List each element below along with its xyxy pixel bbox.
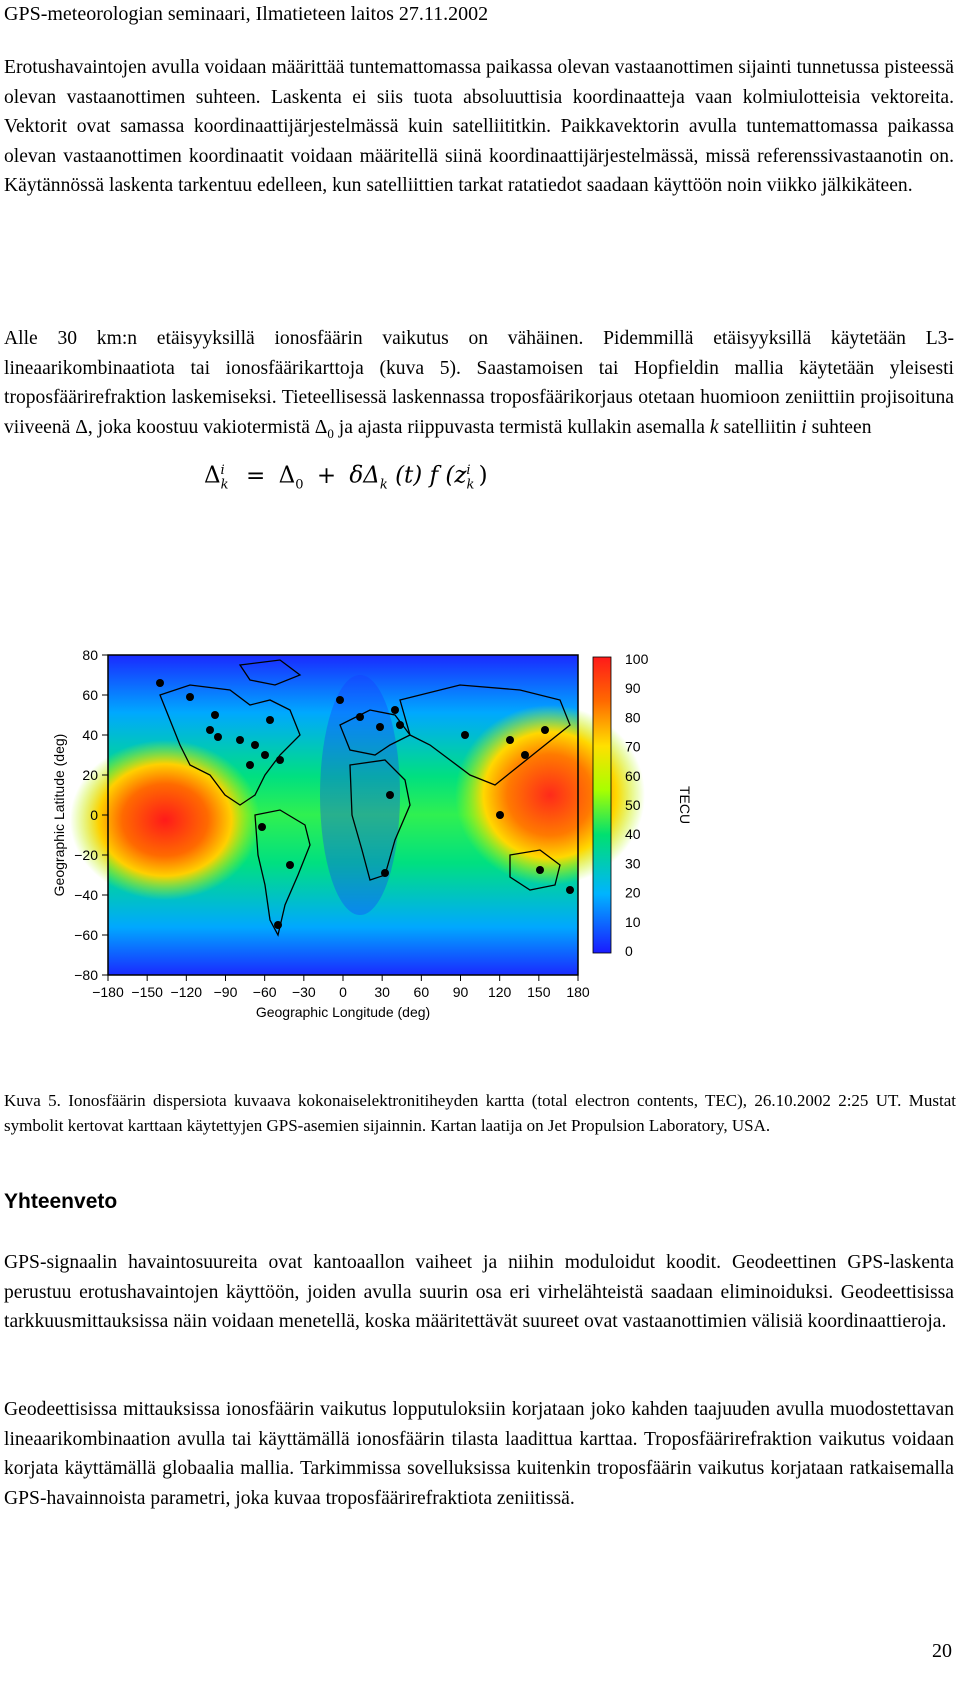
troposphere-formula: [204, 456, 488, 500]
colorbar-tick-label: 40: [625, 826, 641, 843]
colorbar-tick-label: 10: [625, 913, 641, 930]
gps-station-marker: [496, 811, 504, 819]
formula-close: ): [478, 462, 488, 489]
x-tick-label: 180: [566, 984, 590, 1000]
formula-i-2: i: [466, 463, 471, 478]
gps-station-marker: [246, 761, 254, 769]
gps-station-marker: [276, 756, 284, 764]
figure-caption: Kuva 5. Ionosfäärin dispersiota kuvaava kokonaiselektronitiheyden kartta (total electron contents, TEC), 26.10.2002 2:25 UT. Mustat symbolit kertovat karttaan käytettyjen GPS-asemien sijainnin. Kartan laatija on Jet Propulsion Laboratory, USA.: [4, 1091, 956, 1135]
y-tick-label: −60: [74, 927, 98, 943]
colorbar-tick-label: 20: [625, 884, 641, 901]
paragraph-2-text-a: Alle 30 km:n etäisyyksillä ionosfäärin vaikutus on vähäinen. Pidemmillä etäisyyksillä käytetään L3-lineaarikombinaatiota tai ionosfäärikarttoja (kuva 5). Saastamoisen tai Hopfieldin mallia käytetään yleisesti troposfäärirefraktion laskemiseksi. Tieteellisessä laskennassa troposfäärikorjaus otetaan huomioon zeniittiin projisoituna viiveenä Δ, joka koostuu vakiotermistä Δ: [4, 328, 954, 438]
gps-station-marker: [461, 731, 469, 739]
formula-i: i: [220, 463, 225, 478]
colorbar-label: TECU: [677, 785, 693, 825]
x-tick-label: −30: [291, 984, 316, 1000]
section-heading: Yhteenveto: [4, 1190, 118, 1213]
gps-station-marker: [381, 869, 389, 877]
formula-zero: 0: [295, 477, 304, 493]
gps-station-marker: [211, 711, 219, 719]
paragraph-2-text-c: satelliitin: [718, 416, 802, 438]
formula-ddelta: δΔ: [349, 462, 380, 489]
gps-station-marker: [506, 736, 514, 744]
gps-station-marker: [206, 726, 214, 734]
y-tick-label: 40: [82, 727, 98, 743]
colorbar-tick-label: 100: [625, 651, 649, 667]
paragraph-4: Geodeettisissa mittauksissa ionosfäärin vaikutus lopputuloksiin korjataan joko kahden taajuuden avulla muodostettavan lineaarikombinaation avulla tai käyttämällä ionosfäärin tilasta laadittua karttaa. Troposfäärirefraktion vaikutus voidaan korjata käyttämällä globaalia mallia. Tarkimmissa sovelluksissa kuitenkin troposfäärin vaikutus korjataan ratkaisemalla GPS-havainnoista parametri, joka kuvaa troposfäärirefraktiota zeniitissä.: [4, 1399, 954, 1509]
formula-eq: =: [246, 462, 266, 489]
paragraph-2-k: k: [709, 416, 719, 438]
gps-station-marker: [251, 741, 259, 749]
x-tick-label: −120: [170, 984, 203, 1000]
x-tick-label: −90: [213, 984, 238, 1000]
gps-station-marker: [356, 713, 364, 721]
gps-station-marker: [391, 706, 399, 714]
gps-station-marker: [258, 823, 266, 831]
gps-station-marker: [236, 736, 244, 744]
x-tick-label: 0: [339, 984, 347, 1000]
x-tick-label: −60: [252, 984, 277, 1000]
formula-k-2: k: [379, 477, 388, 493]
gps-station-marker: [566, 886, 574, 894]
gps-station-marker: [156, 679, 164, 687]
gps-station-marker: [376, 723, 384, 731]
formula-delta-0: Δ: [278, 462, 296, 489]
y-tick-label: −40: [74, 887, 98, 903]
paragraph-2-i: i: [801, 416, 807, 438]
x-tick-label: 90: [452, 984, 469, 1000]
gps-station-marker: [274, 921, 282, 929]
gps-station-marker: [541, 726, 549, 734]
paragraph-3: GPS-signaalin havaintosuureita ovat kantoaallon vaiheet ja niihin moduloidut koodit. Geodeettinen GPS-laskenta perustuu erotushavaintojen käyttöön, joiden avulla suurin osa eri virhelähteistä saadaan eliminoiduksi. Geodeettisissa tarkkuusmittauksissa näin voidaan menetellä, koska määritettävät suureet ovat vastaanottimien välisiä koordinaattieroja.: [4, 1252, 954, 1332]
page-number: 20: [932, 1640, 952, 1662]
colorbar-tick-label: 60: [625, 767, 641, 784]
gps-station-marker: [396, 721, 404, 729]
gps-station-marker: [336, 696, 344, 704]
formula-t-part: (t) f (z: [395, 462, 467, 489]
gps-station-marker: [266, 716, 274, 724]
formula-delta: Δ: [204, 462, 221, 489]
colorbar-tick-label: 90: [625, 680, 641, 697]
colorbar: [593, 657, 611, 953]
tec-map-figure: [40, 645, 770, 1065]
x-tick-label: 120: [487, 984, 512, 1000]
paragraph-2-text-b: ja ajasta riippuvasta termistä kullakin asemalla: [333, 416, 710, 438]
paragraph-2: [4, 324, 954, 448]
gps-station-marker: [186, 693, 194, 701]
gps-station-marker: [214, 733, 222, 741]
x-tick-label: 150: [527, 984, 551, 1000]
y-tick-label: 0: [90, 807, 98, 823]
gps-station-marker: [386, 791, 394, 799]
colorbar-tick-label: 70: [625, 738, 641, 755]
gps-station-marker: [286, 861, 294, 869]
y-axis-title: Geographic Latitude (deg): [51, 733, 67, 897]
x-tick-label: 30: [374, 984, 390, 1000]
x-tick-label: 60: [413, 984, 430, 1000]
x-axis-title: Geographic Longitude (deg): [255, 1004, 431, 1020]
tec-hotspot-west: [70, 740, 260, 900]
colorbar-ticks: [625, 651, 649, 959]
x-axis: [92, 975, 590, 1000]
formula-k: k: [220, 477, 229, 493]
y-tick-label: 20: [82, 767, 98, 783]
y-tick-label: 60: [82, 687, 98, 703]
gps-station-marker: [521, 751, 529, 759]
paragraph-2-sub: 0: [327, 425, 334, 441]
formula-plus: +: [316, 462, 337, 489]
colorbar-tick-label: 30: [625, 855, 641, 872]
formula-k-3: k: [466, 477, 475, 493]
y-tick-label: −80: [74, 967, 98, 983]
x-tick-label: −180: [92, 984, 124, 1000]
colorbar-tick-label: 50: [625, 797, 641, 813]
x-tick-label: −150: [131, 984, 163, 1000]
y-tick-label: 80: [82, 647, 98, 663]
colorbar-tick-label: 0: [625, 943, 633, 959]
paragraph-2-text-d: suhteen: [806, 416, 872, 438]
gps-station-marker: [536, 866, 544, 874]
page-header: GPS-meteorologian seminaari, Ilmatieteen laitos 27.11.2002: [4, 3, 489, 25]
paragraph-1: Erotushavaintojen avulla voidaan määrittää tuntemattomassa paikassa olevan vastaanottimen sijainti tunnetussa pisteessä olevan vastaanottimen suhteen. Laskenta ei siis tuota absoluuttisia koordinaatteja vaan kolmiulotteisia vektoreita. Vektorit ovat samassa koordinaattijärjestelmässä kuin satelliititkin. Paikkavektorin avulla tuntemattomassa paikassa olevan vastaanottimen koordinaatit voidaan määritellä siinä koordinaattijärjestelmässä, missä referenssivastaanotin on. Käytännössä laskenta tarkentuu edelleen, kun satelliittien tarkat ratatiedot saadaan käyttöön noin viikko jälkikäteen.: [4, 57, 954, 196]
y-tick-label: −20: [74, 847, 98, 863]
gps-station-marker: [261, 751, 269, 759]
colorbar-tick-label: 80: [625, 709, 641, 726]
